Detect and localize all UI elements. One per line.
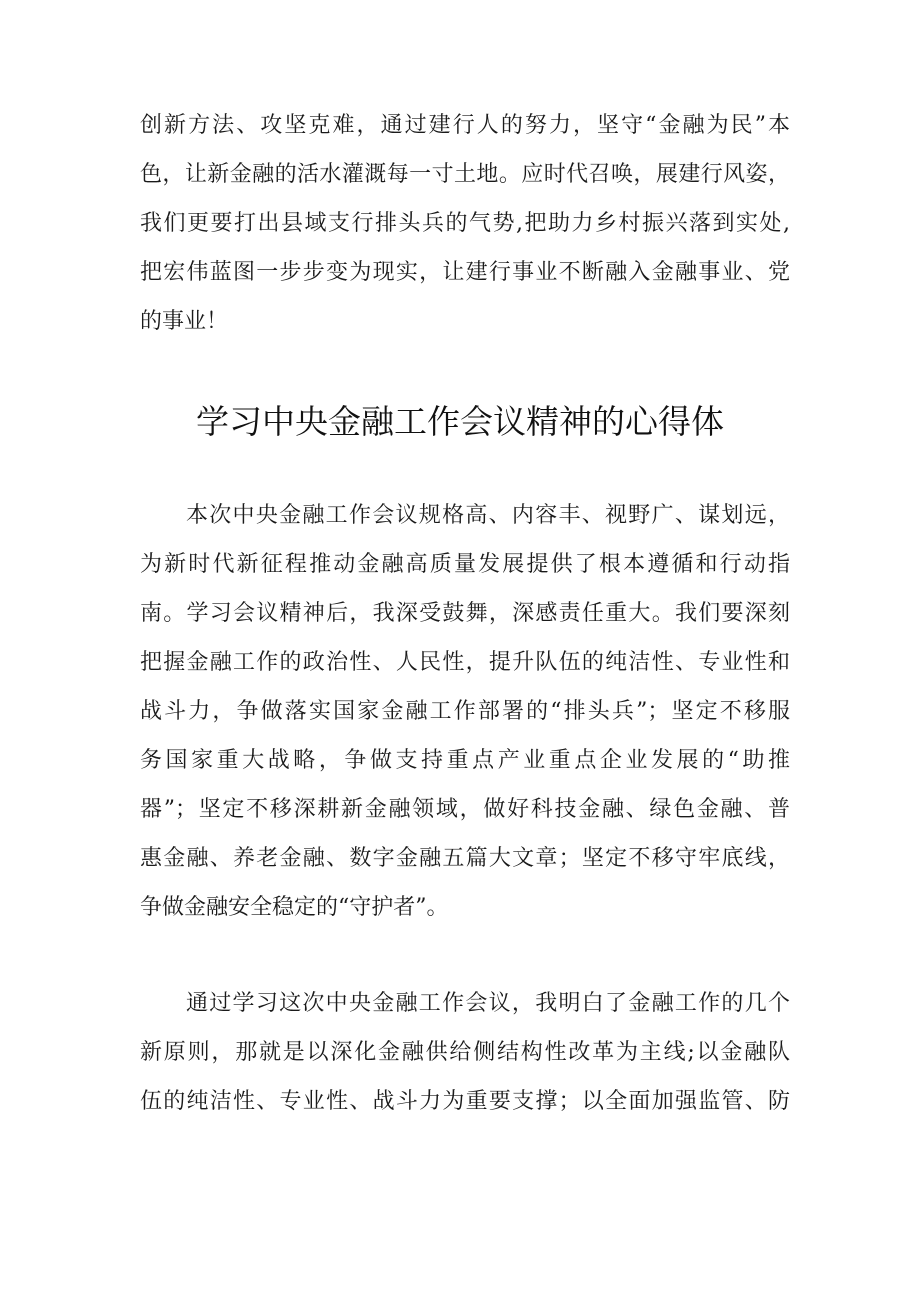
paragraph-3-line-3: 伍的纯洁性、专业性、战斗力为重要支撑；以全面加强监管、防: [140, 1089, 790, 1114]
paragraph-2-line-2: 为新时代新征程推动金融高质量发展提供了根本遵循和行动指: [140, 552, 790, 577]
paragraph-1-line-1: 创新方法、攻坚克难，通过建行人的努力，坚守“金融为民”本: [140, 113, 790, 138]
paragraph-2-line-8: 惠金融、养老金融、数字金融五篇大文章；坚定不移守牢底线，: [140, 846, 790, 871]
paragraph-3-line-1: 通过学习这次中央金融工作会议，我明白了金融工作的几个: [186, 991, 790, 1016]
paragraph-2-line-3: 南。学习会议精神后，我深受鼓舞，深感责任重大。我们要深刻: [140, 601, 790, 626]
paragraph-1-line-5: 的事业！: [140, 309, 229, 334]
paragraph-2-line-1: 本次中央金融工作会议规格高、内容丰、视野广、谋划远，: [186, 503, 790, 528]
paragraph-2-line-7: 器”；坚定不移深耕新金融领域，做好科技金融、绿色金融、普: [140, 797, 790, 822]
paragraph-1-line-2: 色，让新金融的活水灌溉每一寸土地。应时代召唤，展建行风姿，: [140, 162, 790, 187]
paragraph-1-line-4: 把宏伟蓝图一步步变为现实，让建行事业不断融入金融事业、党: [140, 260, 790, 285]
paragraph-3-line-2: 新原则，那就是以深化金融供给侧结构性改革为主线;以金融队: [140, 1040, 790, 1065]
paragraph-2-line-5: 战斗力，争做落实国家金融工作部署的“排头兵”；坚定不移服: [140, 699, 790, 724]
paragraph-1-line-3: 我们更要打出县域支行排头兵的气势,把助力乡村振兴落到实处,: [140, 211, 790, 236]
paragraph-2-line-6: 务国家重大战略，争做支持重点产业重点企业发展的“助推: [140, 748, 790, 773]
paragraph-2-line-9: 争做金融安全稳定的“守护者”。: [140, 895, 449, 920]
paragraph-2-line-4: 把握金融工作的政治性、人民性，提升队伍的纯洁性、专业性和: [140, 650, 790, 675]
section-title: 学习中央金融工作会议精神的心得体: [196, 402, 724, 441]
